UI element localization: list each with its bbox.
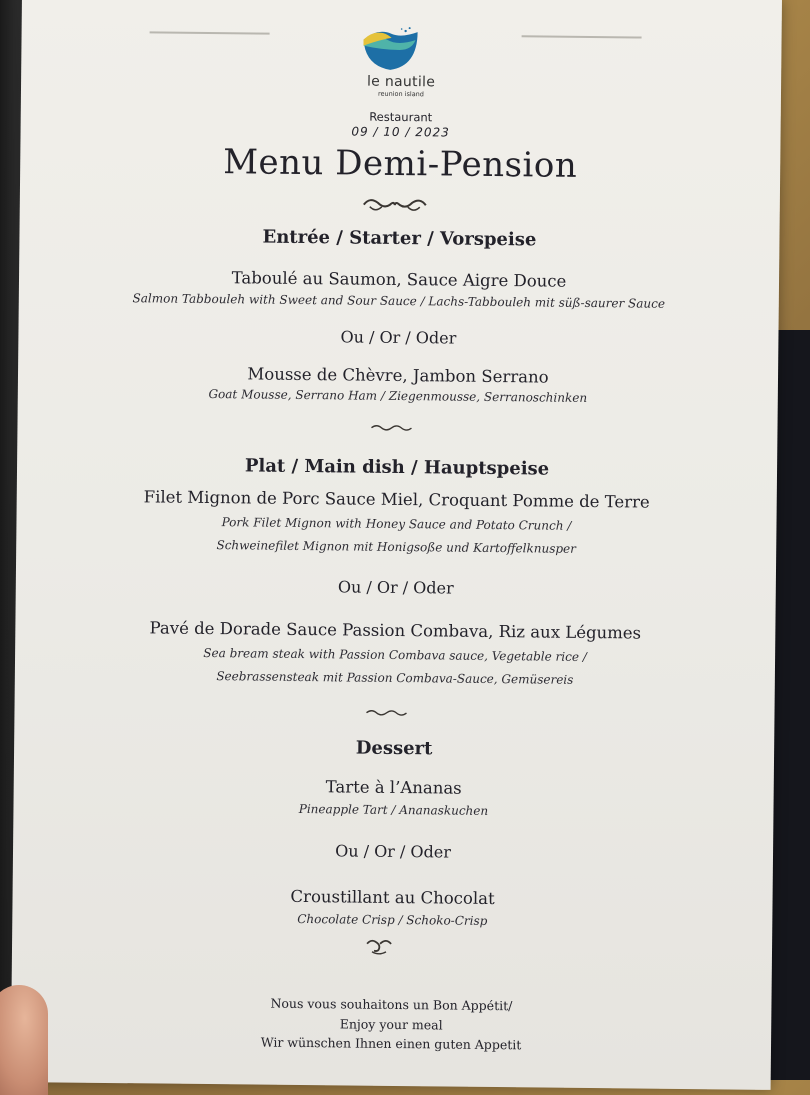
dish-description: Salmon Tabbouleh with Sweet and Sour Sauce / Lachs-Tabbouleh mit süß-saurer Sauce (132, 291, 666, 311)
small-ornament-icon (369, 424, 413, 432)
dish-name: Taboulé au Saumon, Sauce Aigre Douce (231, 268, 567, 291)
dish-description: Pork Filet Mignon with Honey Sauce and Potato Crunch / (221, 515, 572, 533)
decorative-line (150, 31, 270, 34)
brand-name: le nautile (366, 73, 436, 91)
menu-card (11, 0, 782, 1090)
ornament-icon (360, 196, 430, 215)
thumb (0, 985, 48, 1095)
dish-description: Seebrassensteak mit Passion Combava-Sauce, Gemüsereis (216, 669, 574, 687)
dish-name: Filet Mignon de Porc Sauce Miel, Croquant Pomme de Terre (143, 487, 650, 512)
decorative-line (522, 35, 642, 38)
menu-title: Menu Demi-Pension (222, 142, 578, 186)
section-heading-dessert: Dessert (355, 737, 433, 760)
dish-name: Croustillant au Chocolat (290, 886, 495, 909)
dish-name: Tarte à l’Ananas (325, 777, 462, 798)
brand-tagline: reunion island (377, 89, 424, 99)
dish-description: Goat Mousse, Serrano Ham / Ziegenmousse, Serranoschinken (208, 386, 588, 405)
dish-name: Pavé de Dorade Sauce Passion Combava, Riz aux Légumes (149, 618, 642, 643)
ornament-icon (364, 938, 394, 956)
section-heading-starter: Entrée / Starter / Vorspeise (262, 226, 537, 251)
dish-description: Sea bream steak with Passion Combava sauce, Vegetable rice / (203, 645, 587, 664)
or-separator: Ou / Or / Oder (335, 841, 452, 862)
nautile-logo-icon (361, 26, 419, 73)
dish-description: Chocolate Crisp / Schoko-Crisp (297, 911, 488, 928)
footer-line: Nous vous souhaitons un Bon Appétit/ (270, 995, 513, 1014)
dish-name: Mousse de Chèvre, Jambon Serrano (247, 364, 549, 387)
footer-line: Enjoy your meal (339, 1016, 443, 1033)
restaurant-label: Restaurant (369, 109, 433, 125)
small-ornament-icon (364, 709, 408, 717)
or-separator: Ou / Or / Oder (337, 577, 454, 598)
footer-line: Wir wünschen Ihnen einen guten Appetit (260, 1034, 522, 1053)
or-separator: Ou / Or / Oder (340, 327, 457, 348)
section-heading-main: Plat / Main dish / Hauptspeise (244, 455, 550, 480)
dish-description: Schweinefilet Mignon mit Honigsoße und Kartoffelknusper (216, 538, 576, 556)
menu-date: 09 / 10 / 2023 (351, 124, 450, 140)
dish-description: Pineapple Tart / Ananaskuchen (298, 801, 489, 818)
